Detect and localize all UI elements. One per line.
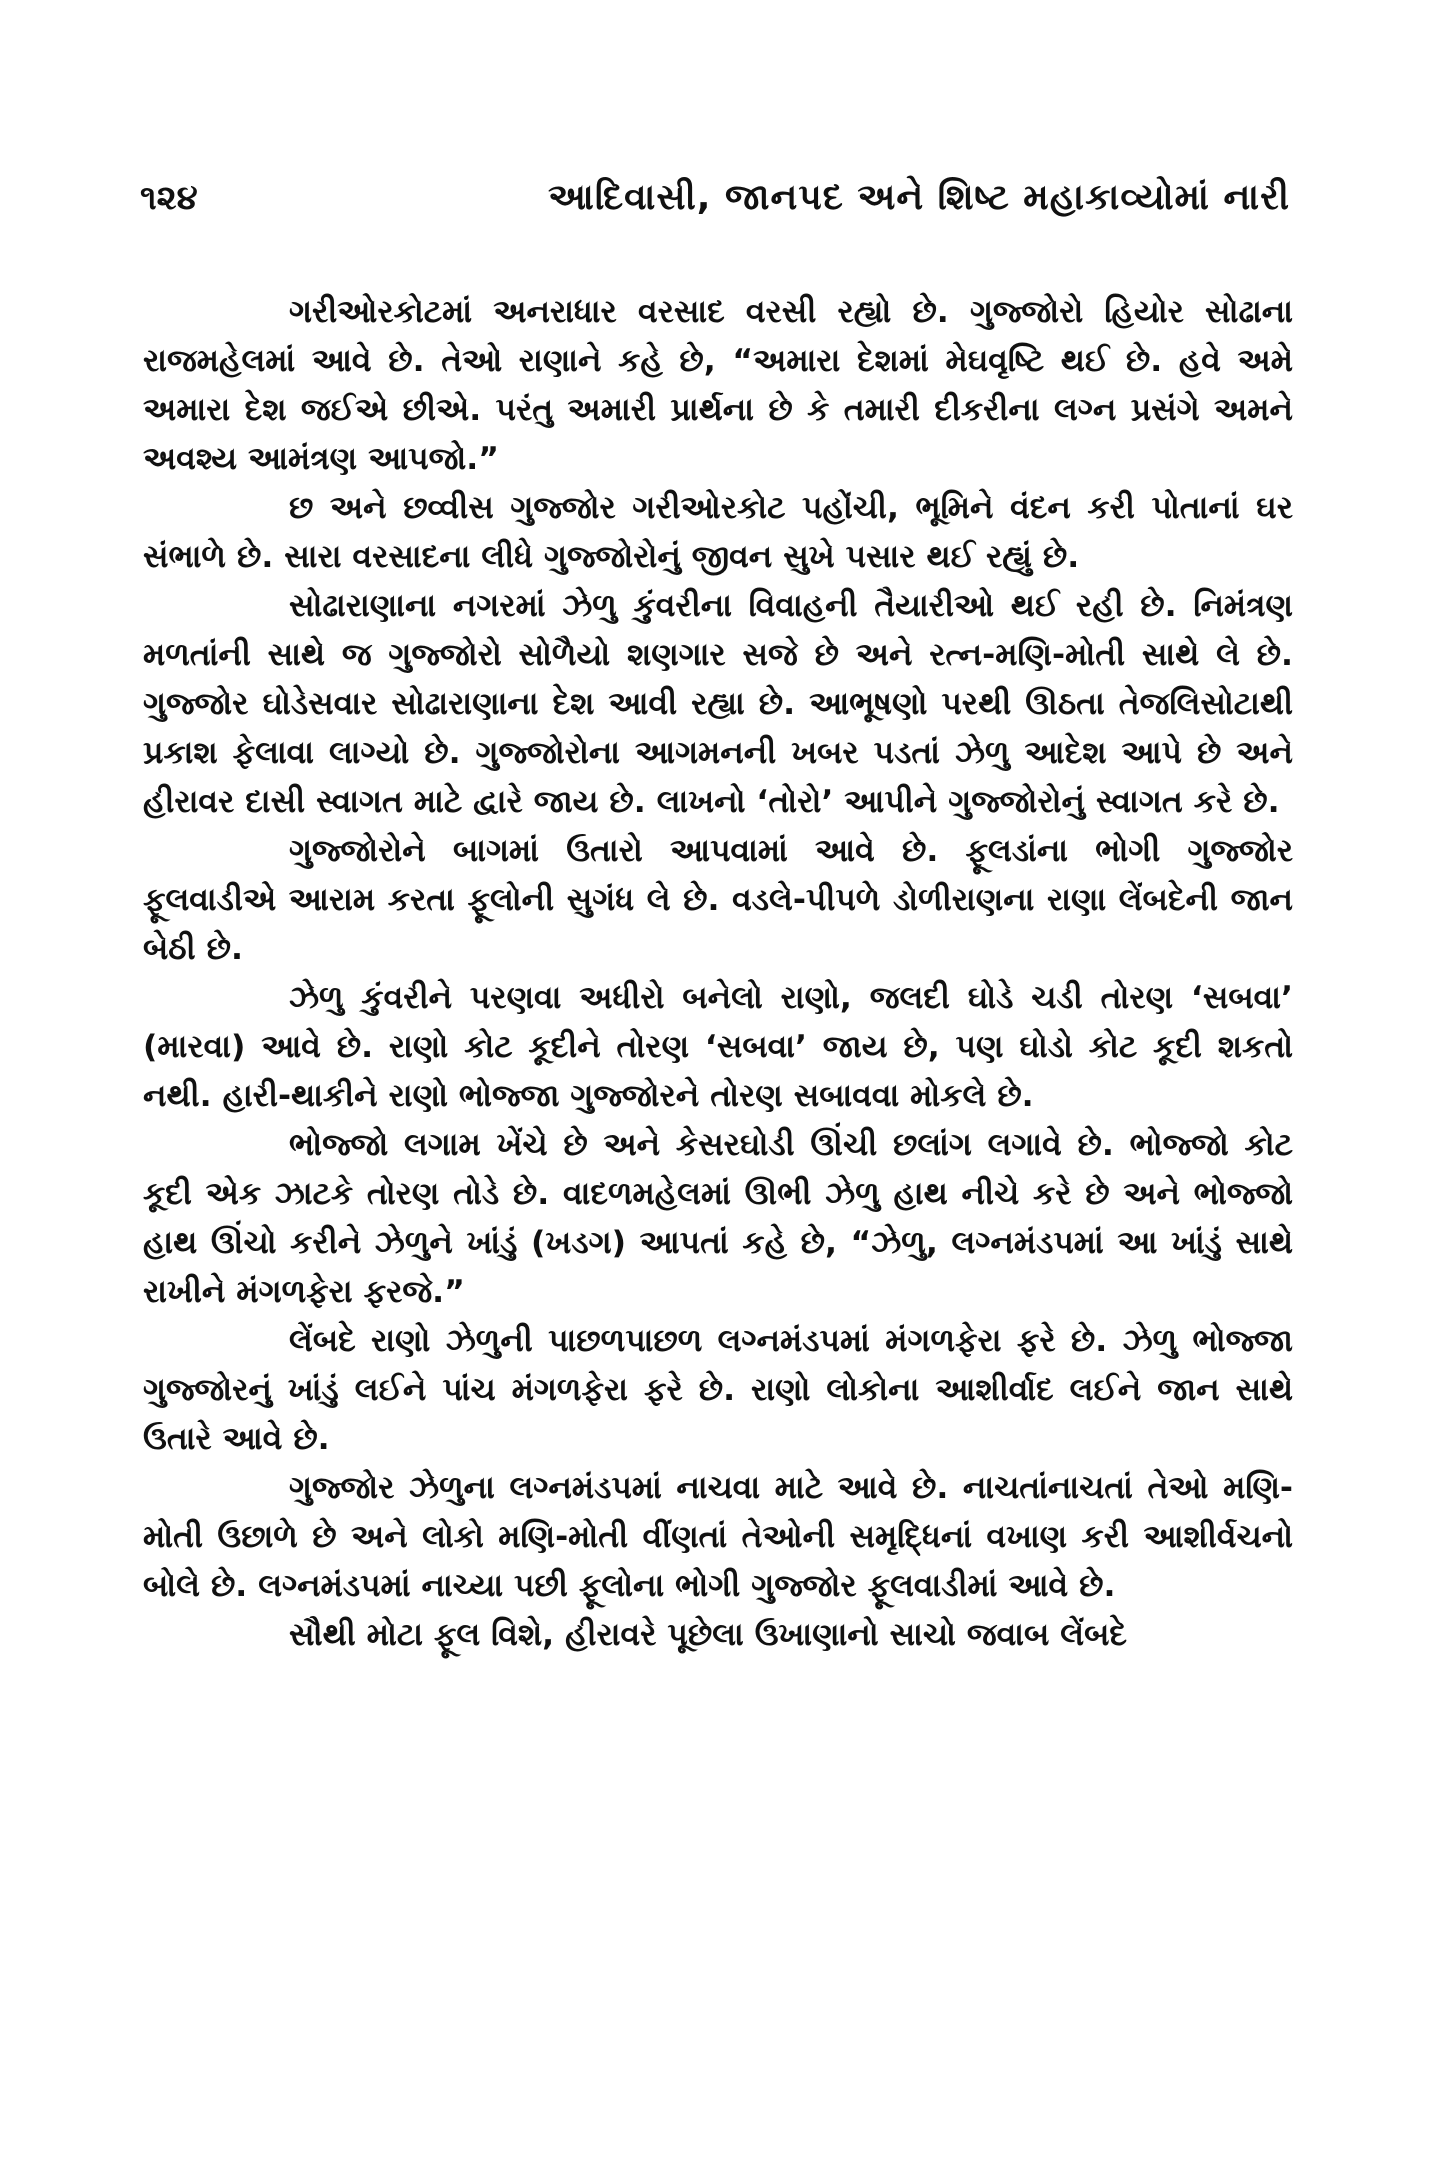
book-title: આદિવાસી, જાનપદ અને શિષ્ટ મહાકાવ્યોમાં નારી: [548, 177, 1290, 218]
paragraph: સોઢારાણાના નગરમાં ઝેળુ કુંવરીના વિવાહની તૈયારીઓ થઈ રહી છે. નિમંત્રણ મળતાંની સાથે જ ગુજ્જોરો સોળૈયો શણગાર સજે છે અને રત્ન-મણિ-મોતી સાથે લે છે. ગુજ્જોર ઘોડેસવાર સોઢારાણાના દેશ આવી રહ્યા છે. આભૂષણો પરથી ઊઠતા તેજલિસોટાથી પ્રકાશ ફેલાવા લાગ્યો છે. ગુજ્જોરોના આગમનની ખબર પડતાં ઝેળુ આદેશ આપે છે અને હીરાવર દાસી સ્વાગત માટે દ્વારે જાય છે. લાખનો ‘તોરો’ આપીને ગુજ્જોરોનું સ્વાગત કરે છે.: [143, 588, 1293, 820]
paragraph: સૌથી મોટા ફૂલ વિશે, હીરાવરે પૂછેલા ઉખાણાનો સાચો જવાબ લેંબદે: [289, 1617, 1128, 1653]
page-number: ૧૨૪: [140, 178, 198, 218]
paragraph: ગુજ્જોરોને બાગમાં ઉતારો આપવામાં આવે છે. ફૂલડાંના ભોગી ગુજ્જોર ફૂલવાડીએ આરામ કરતા ફૂલોની સુગંધ લે છે. વડલે-પીપળે ડોળીરાણના રાણા લેંબદેની જાન બેઠી છે.: [143, 833, 1293, 967]
paragraph: ઝેળુ કુંવરીને પરણવા અધીરો બનેલો રાણો, જલદી ઘોડે ચડી તોરણ ‘સબવા’ (મારવા) આવે છે. રાણો કોટ કૂદીને તોરણ ‘સબવા’ જાય છે, પણ ઘોડો કોટ કૂદી શકતો નથી. હારી-થાકીને રાણો ભોજ્જા ગુજ્જોરને તોરણ સબાવવા મોકલે છે.: [143, 980, 1293, 1114]
running-header: [140, 168, 1290, 228]
paragraph: ભોજ્જો લગામ ખેંચે છે અને કેસરઘોડી ઊંચી છલાંગ લગાવે છે. ભોજ્જો કોટ કૂદી એક ઝાટકે તોરણ તોડે છે. વાદળમહેલમાં ઊભી ઝેળુ હાથ નીચે કરે છે અને ભોજ્જો હાથ ઊંચો કરીને ઝેળુને ખાંડું (ખડગ) આપતાં કહે છે, “ઝેળુ, લગ્નમંડપમાં આ ખાંડું સાથે રાખીને મંગળફેરા ફરજે.”: [143, 1127, 1293, 1310]
paragraph: ગુજ્જોર ઝેળુના લગ્નમંડપમાં નાચવા માટે આવે છે. નાચતાંનાચતાં તેઓ મણિ-મોતી ઉછાળે છે અને લોકો મણિ-મોતી વીંણતાં તેઓની સમૃદ્ધિનાં વખાણ કરી આશીર્વચનો બોલે છે. લગ્નમંડપમાં નાચ્યા પછી ફૂલોના ભોગી ગુજ્જોર ફૂલવાડીમાં આવે છે.: [143, 1470, 1293, 1604]
paragraph: લેંબદે રાણો ઝેળુની પાછળપાછળ લગ્નમંડપમાં મંગળફેરા ફરે છે. ઝેળુ ભોજ્જા ગુજ્જોરનું ખાંડું લઈને પાંચ મંગળફેરા ફરે છે. રાણો લોકોના આશીર્વાદ લઈને જાન સાથે ઉતારે આવે છે.: [143, 1323, 1293, 1457]
body-text: [143, 288, 1293, 1660]
paragraph: છ અને છવ્વીસ ગુજ્જોર ગરીઓરકોટ પહોંચી, ભૂમિને વંદન કરી પોતાનાં ઘર સંભાળે છે. સારા વરસાદના લીધે ગુજ્જોરોનું જીવન સુખે પસાર થઈ રહ્યું છે.: [143, 490, 1293, 575]
paragraph: ગરીઓરકોટમાં અનરાધાર વરસાદ વરસી રહ્યો છે. ગુજ્જોરો હિયોર સોઢાના રાજમહેલમાં આવે છે. તેઓ રાણાને કહે છે, “અમારા દેશમાં મેઘવૃષ્ટિ થઈ છે. હવે અમે અમારા દેશ જઈએ છીએ. પરંતુ અમારી પ્રાર્થના છે કે તમારી દીકરીના લગ્ન પ્રસંગે અમને અવશ્ય આમંત્રણ આપજો.”: [143, 294, 1293, 477]
